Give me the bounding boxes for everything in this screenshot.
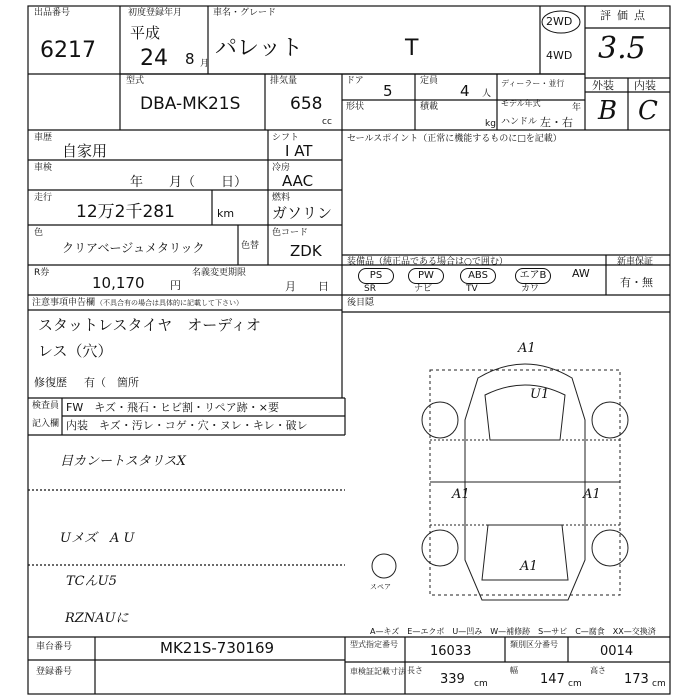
model-label: 型式 [126, 76, 145, 86]
height-label: 高さ [590, 666, 606, 675]
notes-line1: スタットレスタイヤ オーディオ [38, 316, 262, 334]
car-name: パレット [215, 36, 303, 61]
notes-line2: レス（穴） [38, 342, 113, 360]
length: 339 [440, 672, 465, 687]
equipment-item: PW [408, 268, 444, 284]
plate-label: 車検証記載寸法 [350, 667, 406, 676]
type-designation: 16033 [430, 644, 472, 659]
class-number: 0014 [600, 644, 634, 659]
height: 173 [624, 672, 649, 687]
damage-mark-front: A1 [518, 341, 536, 356]
damage-mark-hood: U1 [530, 387, 550, 402]
interior-grade: C [638, 96, 658, 126]
shape-label: 形状 [346, 102, 365, 112]
repair-label: 修復歴 [34, 376, 67, 389]
handwritten-line4: RZNAUに [65, 611, 129, 626]
inspector-row2: 内装 キズ・汚レ・コゲ・穴・ヌレ・キレ・破レ [66, 419, 308, 432]
displacement-label: 排気量 [270, 76, 298, 86]
color-label: 色 [34, 228, 44, 238]
name-change-value: 月 日 [285, 280, 329, 293]
model-year-label: モデル年式 [501, 99, 541, 108]
length-unit: cm [474, 679, 488, 689]
equipment-sub-item: TV [466, 284, 478, 294]
reg-number-label: 登録番号 [36, 667, 73, 677]
equipment-item: PS [358, 268, 394, 284]
aircon-label: 冷房 [272, 163, 291, 173]
capacity-unit: 人 [482, 89, 492, 99]
type-designation-label: 型式指定番号 [350, 640, 398, 649]
handle-label: ハンドル [501, 117, 538, 127]
length-label: 長さ [407, 666, 423, 675]
inspection-label: 車検 [34, 163, 53, 173]
recycle-unit: 円 [170, 279, 181, 292]
color-code-label: 色コード [272, 228, 309, 238]
chassis-label: 車台番号 [36, 642, 73, 652]
inspector-row1: FW キズ・飛石・ヒビ割・リペア跡・×要 [66, 401, 279, 414]
notes-label-sub: （不具合有の場合は具体的に記載して下さい） [96, 299, 243, 307]
month-unit: 月 [200, 59, 210, 69]
color-change-label: 色替 [241, 241, 260, 251]
displacement: 658 [290, 94, 323, 114]
drive-2wd: 2WD [546, 15, 573, 28]
color: クリアベージュメタリック [62, 241, 205, 255]
displacement-unit: cc [322, 117, 332, 127]
fuel-label: 燃料 [272, 193, 291, 203]
reg-year: 24 [140, 46, 168, 71]
shift: I AT [285, 142, 313, 160]
aircon: AAC [282, 172, 314, 190]
door-label: ドア [346, 76, 364, 86]
width-unit: cm [568, 679, 582, 689]
first-reg-label: 初度登録年月 [128, 8, 183, 18]
reg-month: 8 [185, 50, 195, 68]
equipment-sub-item: ナビ [414, 284, 433, 294]
capacity: 4 [460, 82, 470, 100]
name-change-label: 名義変更期限 [192, 268, 247, 278]
era: 平成 [130, 24, 161, 42]
sales-point-label: セールスポイント（正常に機能するものに□を記載） [347, 134, 562, 144]
handwritten-line2: Uメズ A U [60, 531, 135, 546]
lot-label: 出品番号 [34, 8, 71, 18]
name-label: 車名・グレード [213, 8, 277, 18]
exterior-label: 外装 [592, 79, 614, 92]
height-unit: cm [652, 679, 666, 689]
score: 3.5 [598, 31, 646, 66]
load-unit: kg [485, 119, 496, 129]
repair-value: 有（ 箇所 [84, 376, 139, 389]
inspector-label-1: 検査員 [32, 401, 60, 411]
dealer-label: ディーラー・並行 [501, 79, 565, 88]
notes-label: 注意事項申告欄 [32, 298, 96, 308]
inspector-label-2: 記入欄 [32, 419, 60, 429]
damage-mark-right: A1 [583, 487, 601, 502]
drive-4wd: 4WD [546, 49, 573, 62]
shift-label: シフト [272, 133, 300, 143]
mileage-label: 走行 [34, 193, 53, 203]
grade: T [405, 36, 419, 61]
exterior-grade: B [598, 96, 618, 126]
color-code: ZDK [290, 242, 322, 260]
year-unit: 年 [572, 103, 582, 113]
class-label: 類別区分番号 [510, 640, 558, 649]
equipment-item: エアB [515, 268, 551, 284]
mileage: 12万2千281 [76, 202, 175, 222]
inspection: 年 月（ 日） [130, 175, 248, 190]
history: 自家用 [62, 142, 108, 160]
chassis-number: MK21S-730169 [160, 639, 275, 657]
equipment-label: 装備品（純正品である場合は○で囲む） [347, 257, 508, 267]
new-car-warranty-label: 新車保証 [617, 257, 654, 267]
lot-number: 6217 [40, 38, 96, 63]
handle: 左・右 [540, 116, 573, 129]
load-label: 積載 [420, 102, 439, 112]
interior-label: 内装 [634, 79, 656, 92]
equipment-sub-item: SR [364, 284, 376, 294]
fuel: ガソリン [272, 204, 333, 222]
width: 147 [540, 672, 565, 687]
recycle-amount: 10,170 [92, 274, 145, 292]
width-label: 幅 [510, 666, 518, 675]
damage-mark-rear: A1 [520, 559, 538, 574]
car-damage-diagram [372, 364, 628, 600]
score-label: 評価点 [600, 9, 651, 22]
rear-seat-label: 後目隠 [347, 298, 375, 308]
recycle-label: R券 [34, 268, 50, 278]
capacity-label: 定員 [420, 76, 439, 86]
damage-mark-left: A1 [452, 487, 470, 502]
spare-label: スペア [370, 583, 391, 591]
equipment-sub-item: カワ [521, 284, 540, 294]
damage-legend: A—キズ E—エクボ U—凹み W—補修跡 S—サビ C—腐食 XX—交換済 [370, 627, 656, 636]
equipment-item: ABS [460, 268, 496, 284]
handwritten-line3: TCんU5 [66, 574, 117, 589]
new-car-warranty: 有・無 [620, 276, 653, 289]
model: DBA-MK21S [140, 94, 241, 114]
history-label: 車歴 [34, 133, 53, 143]
equipment-item: AW [572, 267, 590, 280]
handwritten-line1: 目カンートスタリスX [60, 454, 186, 469]
doors: 5 [383, 82, 393, 100]
mileage-unit: km [217, 207, 235, 220]
